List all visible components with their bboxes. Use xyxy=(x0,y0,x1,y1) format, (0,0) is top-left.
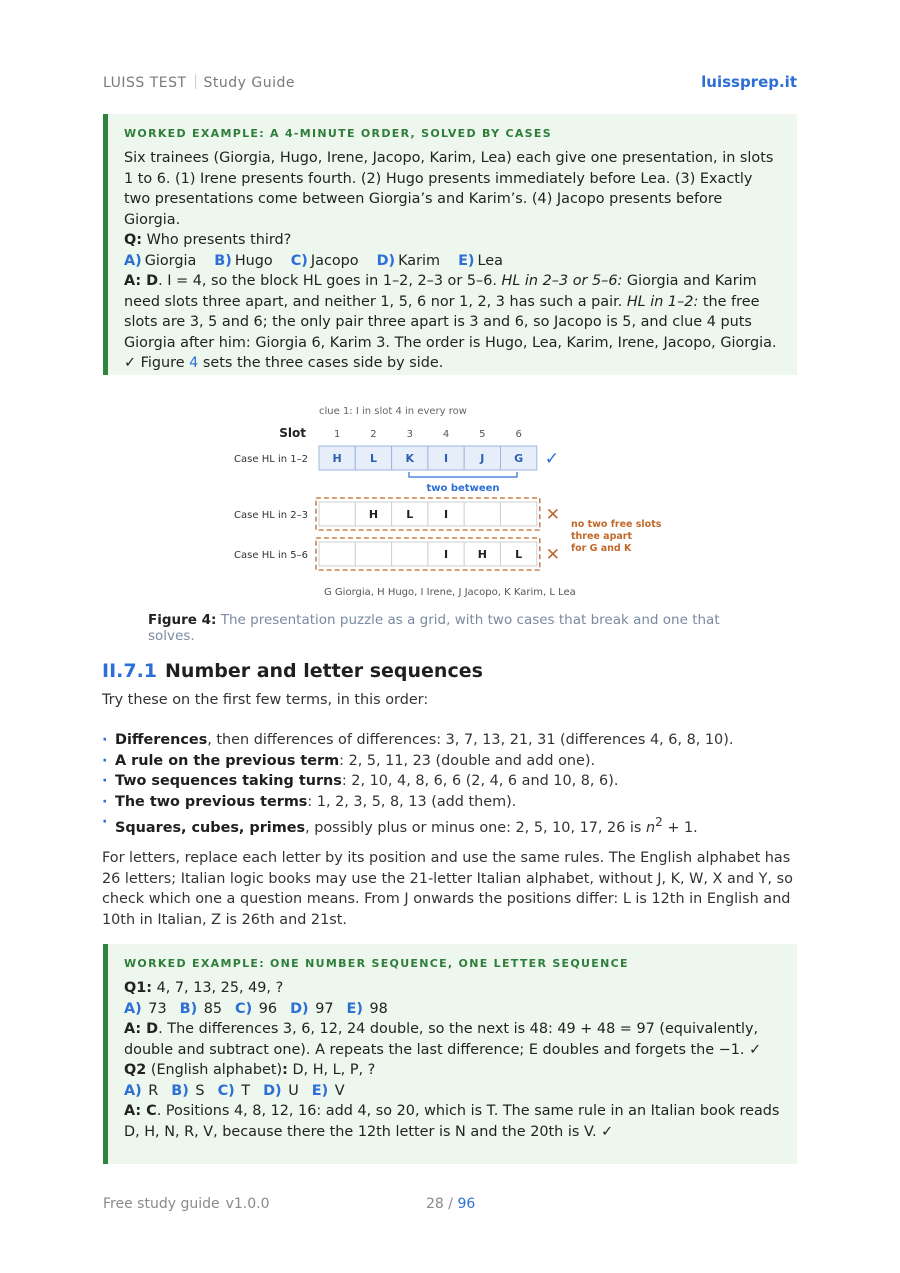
option-a: A) Giorgia xyxy=(124,252,197,269)
question-text: Who presents third? xyxy=(146,232,292,248)
total-pages: 96 xyxy=(457,1196,476,1212)
row-label: Case HL in 2–3 xyxy=(234,510,308,521)
question-1-options xyxy=(124,999,781,1020)
slot-number: 5 xyxy=(479,429,486,440)
cell-letter: L xyxy=(369,452,377,465)
cell-letter: H xyxy=(477,548,487,561)
row-label: Case HL in 1–2 xyxy=(234,454,308,465)
grid-cell xyxy=(319,542,355,566)
option-b: B) Hugo xyxy=(214,252,273,269)
example-body xyxy=(124,148,781,374)
figure-legend: G Giorgia, H Hugo, I Irene, J Jacopo, K Karim, L Lea xyxy=(324,587,576,598)
footer-left xyxy=(103,1196,270,1212)
grid-cell xyxy=(355,542,391,566)
cell-letter: L xyxy=(406,508,414,521)
letters-paragraph: For letters, replace each letter by its position and use the same rules. The English alphabet has 26 letters; Italian logic books may use the 21-letter Italian alphabet, without J, K, W, X and Y, so check which one a question means. From J onwards the positions differ: L is 12th in English and 10th in Italian, Z is 26th and 21st. xyxy=(102,850,793,928)
example-body xyxy=(124,978,781,1142)
slot-number: 6 xyxy=(515,429,522,440)
figure-top-note: clue 1: I in slot 4 in every row xyxy=(319,406,467,417)
section-intro: Try these on the first few terms, in this order: xyxy=(102,692,429,708)
worked-example-box-2 xyxy=(103,944,797,1164)
footer-title: Free study guide xyxy=(103,1196,220,1212)
figure-caption xyxy=(148,612,768,644)
cell-letter: H xyxy=(368,508,379,521)
section-number: II.7.1 xyxy=(102,660,158,682)
question-2-options xyxy=(124,1081,781,1102)
cell-letter: I xyxy=(444,508,449,521)
footer-version: v1.0.0 xyxy=(225,1196,270,1212)
cell-letter: K xyxy=(405,452,415,465)
question-1: Q1: 4, 7, 13, 25, 49, ? xyxy=(124,980,284,996)
header-section: Study Guide xyxy=(203,75,296,91)
section-title: Number and letter sequences xyxy=(165,660,483,682)
site-link[interactable]: luissprep.it xyxy=(701,73,797,91)
grid-cell xyxy=(392,542,428,566)
option-c: C) Jacopo xyxy=(290,252,359,269)
example-title: WORKED EXAMPLE: ONE NUMBER SEQUENCE, ONE LETTER SEQUENCE xyxy=(124,957,629,970)
formula-exponent: 2 xyxy=(655,815,663,829)
caption-label: Figure 4: xyxy=(148,612,217,628)
option-b: B) 85 xyxy=(179,1000,223,1017)
example-intro: Six trainees (Giorgia, Hugo, Irene, Jacopo, Karim, Lea) each give one presentation, in slots 1 to 6. (1) Irene presents fourth. (2) Hugo presents immediately before Lea. (3) Exactly two presentations come between Giorgia’s and Karim’s. (4) Jacopo presents before Giorgia. xyxy=(124,150,774,228)
page-separator: / xyxy=(448,1196,453,1212)
slot-number: 4 xyxy=(442,429,450,440)
current-page: 28 xyxy=(426,1196,444,1212)
side-note-line-2: three apart xyxy=(571,531,633,542)
question-label: Q: xyxy=(124,232,142,248)
option-a: A) R xyxy=(124,1082,159,1099)
option-e: E) 98 xyxy=(346,1000,388,1017)
cell-letter: L xyxy=(515,548,523,561)
row-label: Case HL in 5–6 xyxy=(234,550,308,561)
page-number xyxy=(426,1196,475,1212)
grid-cell xyxy=(319,502,355,526)
example-answer: A: D. I = 4, so the block HL goes in 1–2, 2–3 or 5–6. HL in 2–3 or 5–6: Giorgia and Karim need slots three apart, and neither 1, 5, 6 nor 1, 2, 3 has such a pair. HL in 1–2: the free slots are 3, 5 and 6; the only pair three apart is 3 and 6, so Jacopo is 5, and clue 4 puts Giorgia after him: Giorgia 6, Karim 3. The order is Hugo, Lea, Karim, Irene, Jacopo, Giorgia. ✓ Figure 4 sets the three cases side by side. xyxy=(124,273,777,371)
slot-number: 2 xyxy=(370,429,377,440)
option-a: A) 73 xyxy=(124,1000,167,1017)
check-icon: ✓ xyxy=(544,449,560,469)
option-e: E) V xyxy=(311,1082,345,1099)
example-options xyxy=(124,251,781,272)
cell-letter: G xyxy=(514,452,524,465)
slot-number: 3 xyxy=(406,429,413,440)
header-brand: LUISS TEST xyxy=(103,75,187,91)
worked-example-box xyxy=(103,114,797,375)
formula-n: n xyxy=(646,819,656,836)
option-e: E) Lea xyxy=(458,252,503,269)
option-d: D) 97 xyxy=(290,1000,334,1017)
question-2: Q2 (English alphabet): D, H, L, P, ? xyxy=(124,1062,376,1078)
puzzle-grid-figure xyxy=(225,395,695,605)
cell-letter: I xyxy=(444,452,449,465)
rules-list xyxy=(102,730,802,838)
side-note-line-1: no two free slots xyxy=(571,519,662,530)
grid-cell xyxy=(464,502,500,526)
caption-text: The presentation puzzle as a grid, with two cases that break and one that solves. xyxy=(148,612,720,644)
figure-reference-link[interactable]: 4 xyxy=(189,355,199,371)
option-d: D) U xyxy=(263,1082,299,1099)
option-d: D) Karim xyxy=(376,252,441,269)
answer-1: A: D. The differences 3, 6, 12, 24 double, so the next is 48: 49 + 48 = 97 (equivalently, double and subtract one). A repeats the last difference; E doubles and forgets the −1. ✓ xyxy=(124,1021,762,1058)
grid-cell xyxy=(501,502,537,526)
list-item: · The two previous terms: 1, 2, 3, 5, 8, 13 (add them). xyxy=(102,792,802,813)
list-item: · Squares, cubes, primes, possibly plus or minus one: 2, 5, 10, 17, 26 is $n^2 + 1$. xyxy=(102,812,802,838)
list-item: · Two sequences taking turns: 2, 10, 4, 8, 6, 6 (2, 4, 6 and 10, 8, 6). xyxy=(102,771,802,792)
header-divider xyxy=(195,74,196,89)
list-item: · Differences, then differences of differences: 3, 7, 13, 21, 31 (differences 4, 6, 8, 10). xyxy=(102,730,802,751)
example-question xyxy=(124,230,781,251)
section-heading xyxy=(102,660,483,682)
cell-letter: J xyxy=(480,452,485,465)
option-c: C) T xyxy=(217,1082,251,1099)
example-title: WORKED EXAMPLE: A 4-MINUTE ORDER, SOLVED BY CASES xyxy=(124,127,552,140)
cross-icon: ✕ xyxy=(545,545,561,565)
slot-header: Slot xyxy=(279,426,306,440)
cross-icon: ✕ xyxy=(545,505,561,525)
answer-2: A: C. Positions 4, 8, 12, 16: add 4, so 20, which is T. The same rule in an Italian book reads D, H, N, R, V, because there the 12th letter is N and the 20th is V. ✓ xyxy=(124,1103,780,1140)
option-c: C) 96 xyxy=(235,1000,278,1017)
list-item: · A rule on the previous term: 2, 5, 11, 23 (double and add one). xyxy=(102,751,802,772)
answer-label: A: D xyxy=(124,273,159,289)
cell-letter: I xyxy=(444,548,449,561)
option-b: B) S xyxy=(171,1082,205,1099)
two-between-bracket xyxy=(409,472,517,477)
bracket-label: two between xyxy=(426,483,500,494)
running-header xyxy=(103,74,295,91)
cell-letter: H xyxy=(332,452,342,465)
side-note-line-3: for G and K xyxy=(571,543,632,554)
slot-number: 1 xyxy=(333,429,341,440)
